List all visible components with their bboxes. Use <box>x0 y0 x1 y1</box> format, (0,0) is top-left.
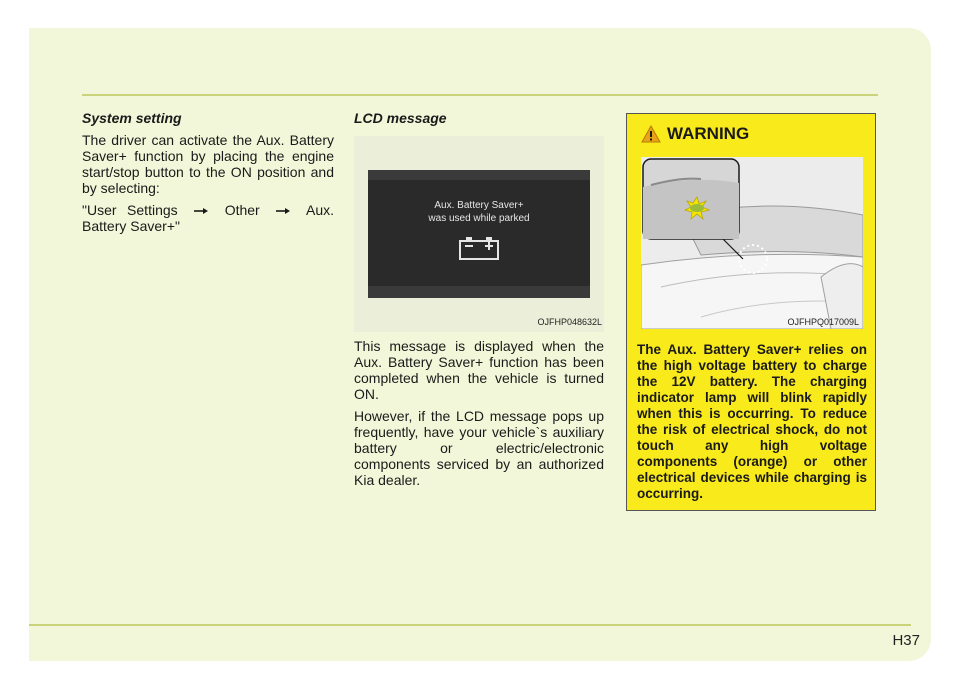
warning-text: The Aux. Battery Saver+ relies on the high voltage battery to charge the 12V battery. The charging indicator lamp will blink rapidly when this is occurring. To reduce the risk of electrical shock, do not touch any high voltage components (orange) or other electrical devices while charging is occurring. <box>637 342 867 501</box>
path-mid: Other <box>224 202 260 218</box>
warning-header <box>641 124 749 144</box>
warning-triangle-icon <box>641 125 661 143</box>
system-setting-section <box>82 110 334 240</box>
system-setting-paragraph: The driver can activate the Aux. Battery Saver+ function by placing the engine start/stop button to the ON position and by selecting: <box>82 132 334 196</box>
lcd-line-2: was used while parked <box>428 213 530 224</box>
page-number: H37 <box>892 632 920 649</box>
lcd-line-1: Aux. Battery Saver+ <box>434 200 524 211</box>
lcd-paragraph-2: However, if the LCD message pops up frequently, have your vehicle`s auxiliary battery or electric/electronic components serviced by an authorized Kia dealer. <box>354 408 604 488</box>
warning-title: WARNING <box>667 124 750 143</box>
lcd-message-section <box>354 110 604 494</box>
car-figure-code: OJFHPQ017009L <box>787 317 859 327</box>
path-start: "User Settings <box>82 202 178 218</box>
top-rule <box>82 94 878 96</box>
settings-path <box>82 202 334 234</box>
lcd-message-heading: LCD message <box>354 110 447 126</box>
right-arrow-icon <box>276 202 290 218</box>
lcd-paragraph-1: This message is displayed when the Aux. Battery Saver+ function has been completed when the vehicle is turned ON. <box>354 338 604 402</box>
bottom-rule <box>29 624 911 626</box>
path-end: Aux. Battery Saver+" <box>82 202 335 234</box>
lcd-top-bar <box>368 170 590 180</box>
lcd-bottom-bar <box>368 286 590 298</box>
battery-icon <box>459 236 499 260</box>
lcd-figure <box>354 136 604 332</box>
warning-box <box>626 113 876 511</box>
right-arrow-icon <box>194 202 208 218</box>
system-setting-heading: System setting <box>82 110 182 126</box>
car-figure <box>641 157 863 329</box>
lcd-screen <box>368 170 590 298</box>
lcd-figure-code: OJFHP048632L <box>537 317 602 327</box>
car-illustration <box>641 157 863 329</box>
